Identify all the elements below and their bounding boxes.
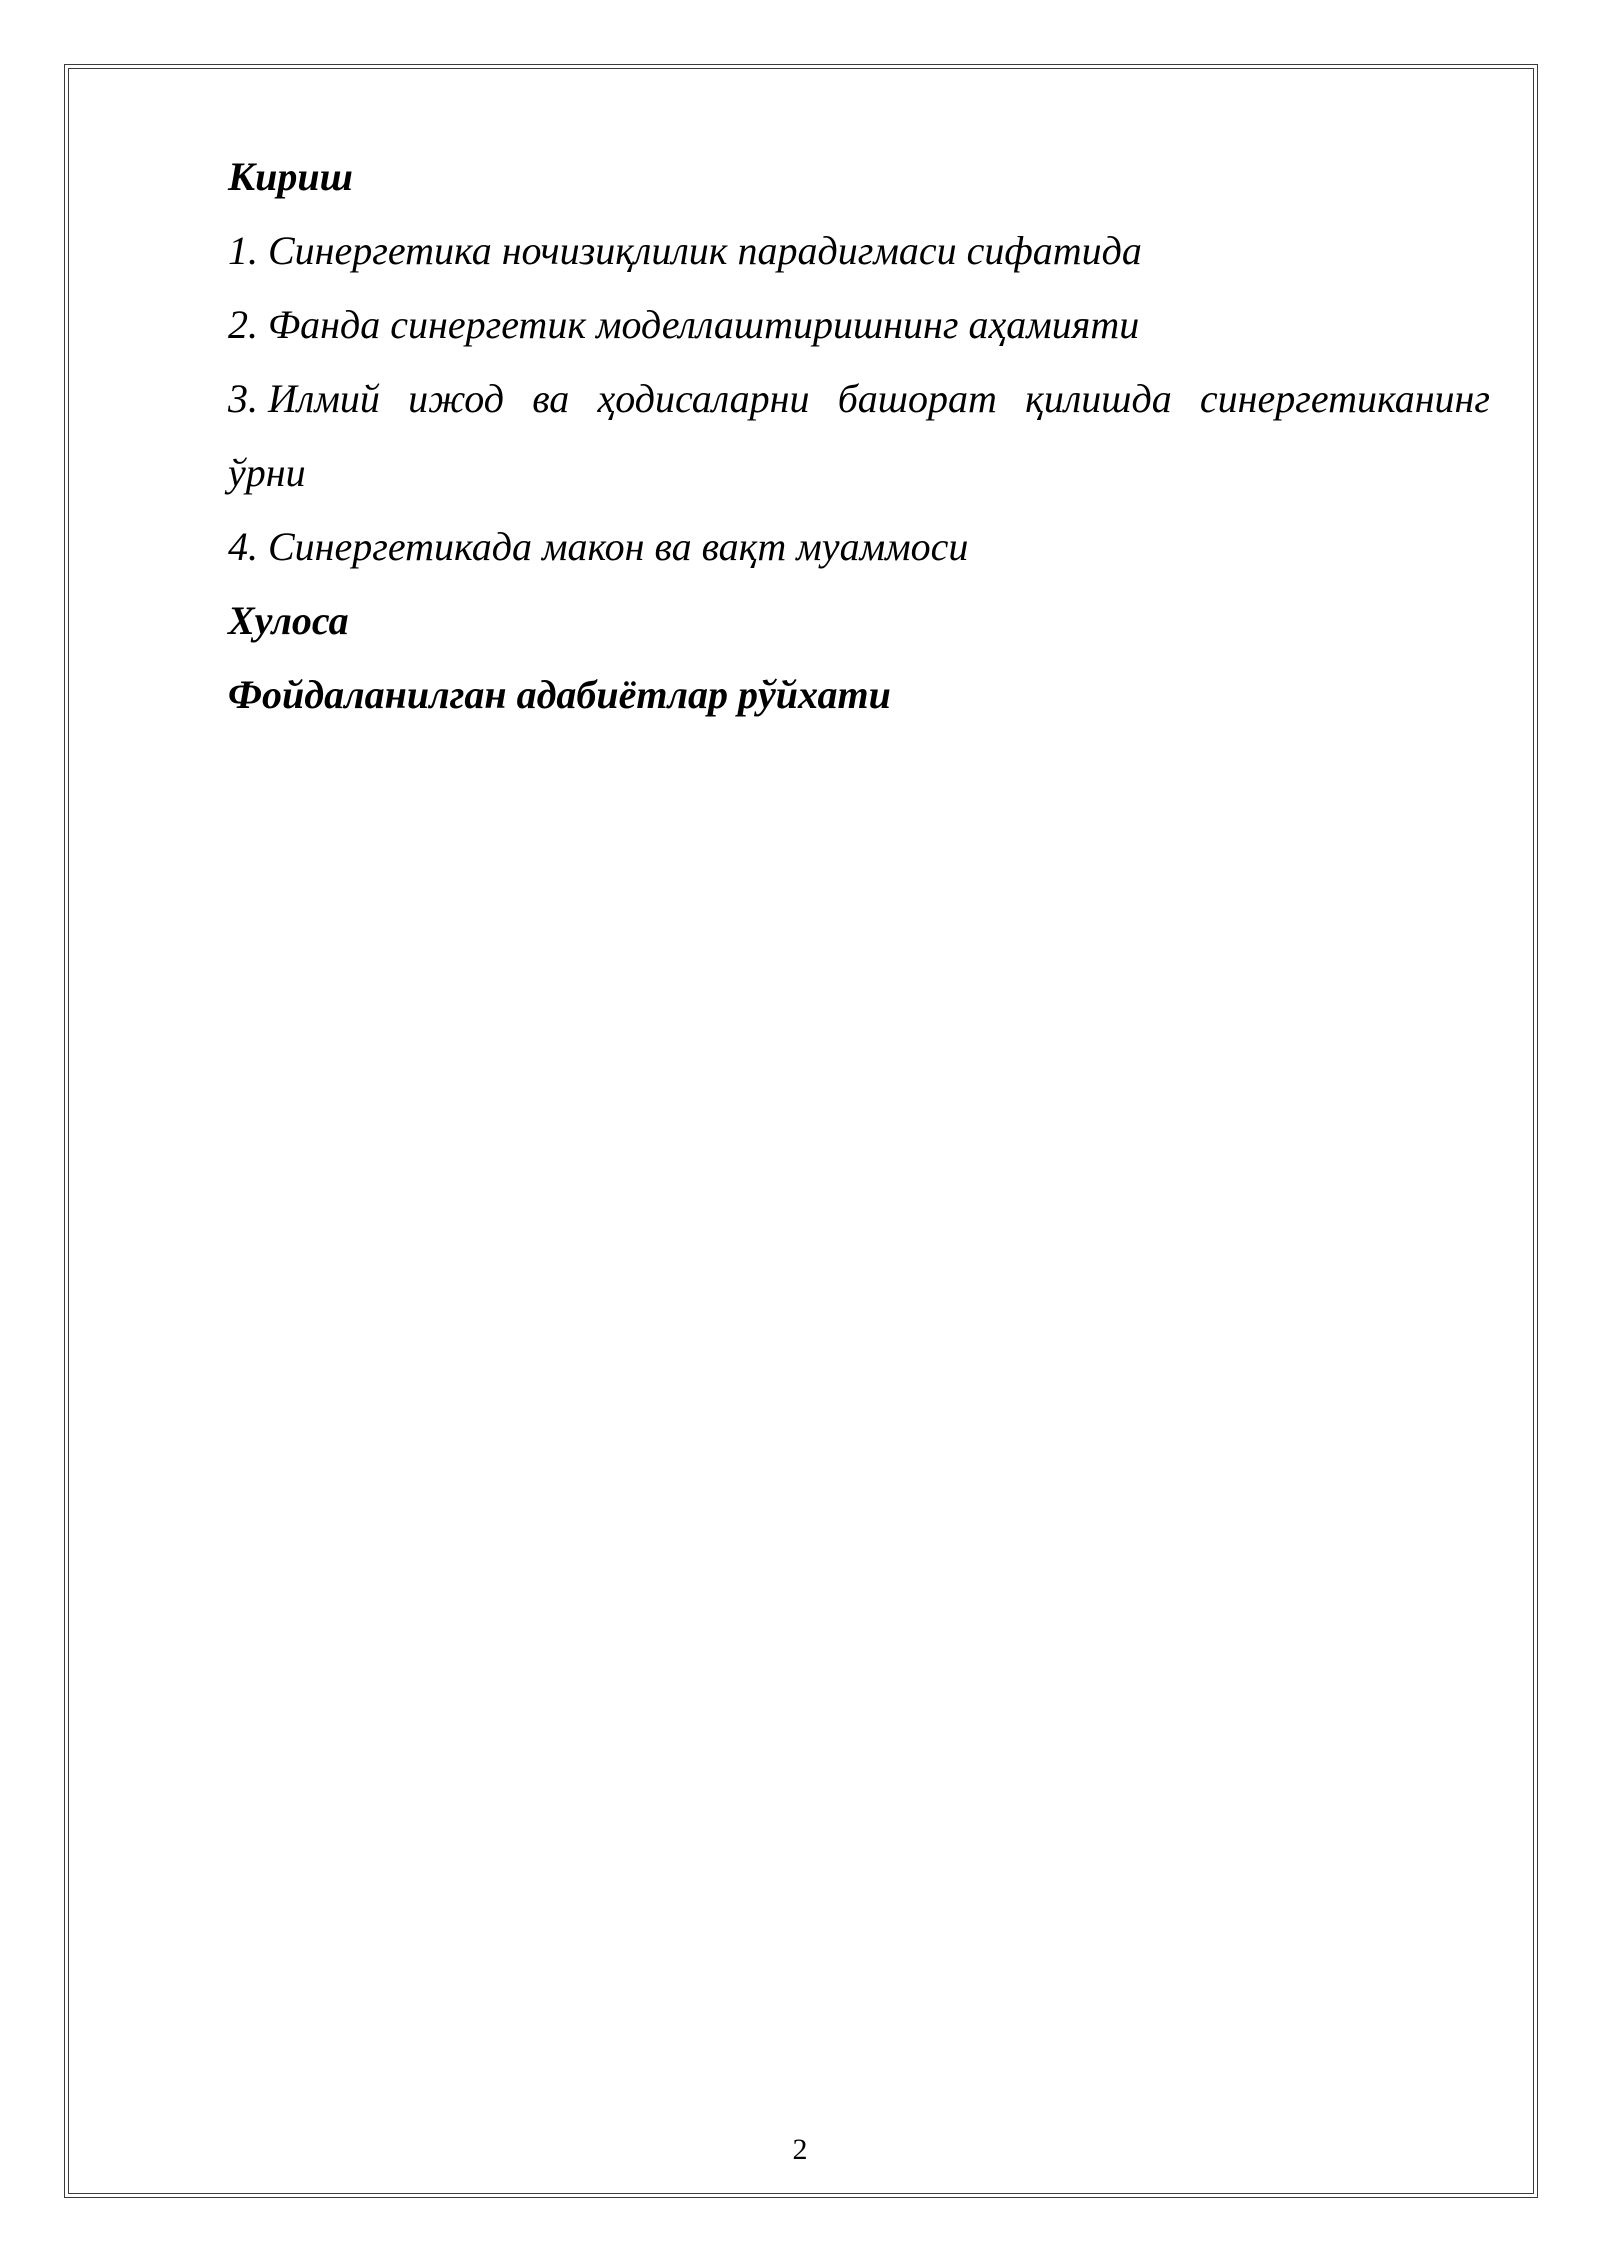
toc-item-number: 3. xyxy=(228,376,258,421)
table-of-contents xyxy=(228,140,1490,732)
toc-item-text: Синергетикада макон ва вақт муаммоси xyxy=(268,524,969,569)
toc-conclusion: Хулоса xyxy=(228,598,349,643)
toc-item-3 xyxy=(228,362,1490,510)
toc-item-1 xyxy=(228,214,1490,288)
toc-item-2 xyxy=(228,288,1490,362)
toc-intro: Кириш xyxy=(228,154,353,199)
toc-item-4 xyxy=(228,510,1490,584)
page-number: 2 xyxy=(792,2133,808,2166)
toc-item-number: 4. xyxy=(228,524,258,569)
toc-item-text: Синергетика ночизиқлилик парадигмаси сифатида xyxy=(268,228,1142,273)
toc-item-text-continuation: ўрни xyxy=(228,450,306,495)
toc-item-text: Илмий ижод ва ҳодисаларни башорат қилишда синергетиканинг xyxy=(268,376,1490,421)
toc-item-number: 1. xyxy=(228,228,258,273)
toc-item-text: Фанда синергетик моделлаштиришнинг аҳамияти xyxy=(268,302,1140,347)
toc-item-number: 2. xyxy=(228,302,258,347)
toc-references: Фойдаланилган адабиётлар рўйхати xyxy=(228,672,891,717)
